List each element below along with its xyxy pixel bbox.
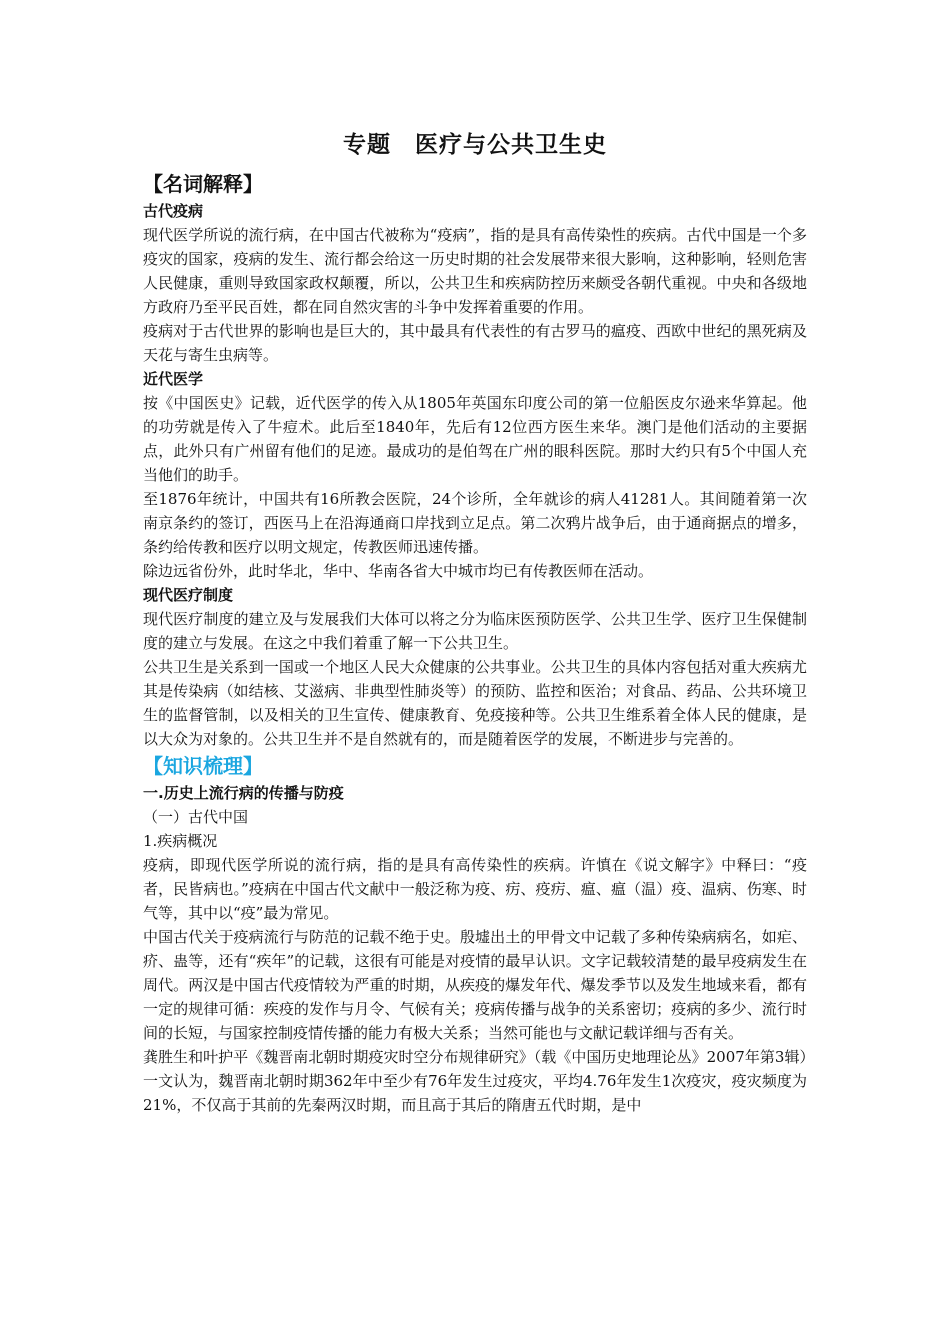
sub-title: （一）古代中国 [143,808,249,826]
document-page [143,126,807,1117]
term-title: 现代医疗制度 [143,586,234,604]
paragraph: 公共卫生是关系到一国或一个地区人民大众健康的公共事业。公共卫生的具体内容包括对重大疾病尤其是传染病（如结核、艾滋病、非典型性肺炎等）的预防、监控和医治；对食品、药品、公共环境卫生的监督管制，以及相关的卫生宣传、健康教育、免疫接种等。公共卫生维系着全体人民的健康，是以大众为对象的。公共卫生并不是自然就有的，而是随着医学的发展，不断进步与完善的。 [143,658,807,748]
term-title: 古代疫病 [143,202,204,220]
paragraph: 按《中国医史》记载，近代医学的传入从1805年英国东印度公司的第一位船医皮尔逊来华算起。他的功劳就是传入了牛痘术。此后至1840年，先后有12位西方医生来华。澳门是他们活动的主要据点，此外只有广州留有他们的足迹。最成功的是伯驾在广州的眼科医院。那时大约只有5个中国人充当他们的助手。 [143,394,807,484]
part-title: 一.历史上流行病的传播与防疫 [143,784,344,802]
paragraph: 中国古代关于疫病流行与防范的记载不绝于史。殷墟出土的甲骨文中记载了多种传染病病名，如疟、疥、蛊等，还有“疾年”的记载，这很有可能是对疫情的最早认识。文字记载较清楚的最早疫病发生在周代。两汉是中国古代疫情较为严重的时期，从疾疫的爆发年代、爆发季节以及发生地域来看，都有一定的规律可循：疾疫的发作与月令、气候有关；疫病传播与战争的关系密切；疫病的多少、流行时间的长短，与国家控制疫情传播的能力有极大关系；当然可能也与文献记载详细与否有关。 [143,928,807,1042]
glossary-heading: 【名词解释】 [143,172,263,196]
paragraph: 现代医学所说的流行病，在中国古代被称为“疫病”，指的是具有高传染性的疾病。古代中国是一个多疫灾的国家，疫病的发生、流行都会给这一历史时期的社会发展带来很大影响，这种影响，轻则危害人民健康，重则导致国家政权颠覆，所以，公共卫生和疾病防控历来颇受各朝代重视。中央和各级地方政府乃至平民百姓，都在同自然灾害的斗争中发挥着重要的作用。 [143,226,807,316]
paragraph: 龚胜生和叶护平《魏晋南北朝时期疫灾时空分布规律研究》（载《中国历史地理论丛》2007年第3辑）一文认为，魏晋南北朝时期362年中至少有76年发生过疫灾，平均4.76年发生1次疫灾，疫灾频度为21%，不仅高于其前的先秦两汉时期，而且高于其后的隋唐五代时期，是中 [143,1048,807,1114]
paragraph: 疫病，即现代医学所说的流行病，指的是具有高传染性的疾病。许慎在《说文解字》中释曰：“疫者，民皆病也。”疫病在中国古代文献中一般泛称为疫、疠、疫疠、瘟、瘟（温）疫、温病、伤寒、时气等，其中以“疫”最为常见。 [143,856,807,922]
page-title: 专题 医疗与公共卫生史 [343,132,607,158]
term-title: 近代医学 [143,370,204,388]
knowledge-heading: 【知识梳理】 [143,754,263,778]
paragraph: 疫病对于古代世界的影响也是巨大的，其中最具有代表性的有古罗马的瘟疫、西欧中世纪的黑死病及天花与寄生虫病等。 [143,322,807,364]
paragraph: 至1876年统计，中国共有16所教会医院，24个诊所，全年就诊的病人41281人。其间随着第一次南京条约的签订，西医马上在沿海通商口岸找到立足点。第二次鸦片战争后，由于通商据点的增多，条约给传教和医疗以明文规定，传教医师迅速传播。 [143,490,807,556]
paragraph: 现代医疗制度的建立及与发展我们大体可以将之分为临床医预防医学、公共卫生学、医疗卫生保健制度的建立与发展。在这之中我们着重了解一下公共卫生。 [143,610,807,652]
item-title: 1.疾病概况 [143,832,218,850]
paragraph: 除边远省份外，此时华北，华中、华南各省大中城市均已有传教医师在活动。 [143,562,654,580]
